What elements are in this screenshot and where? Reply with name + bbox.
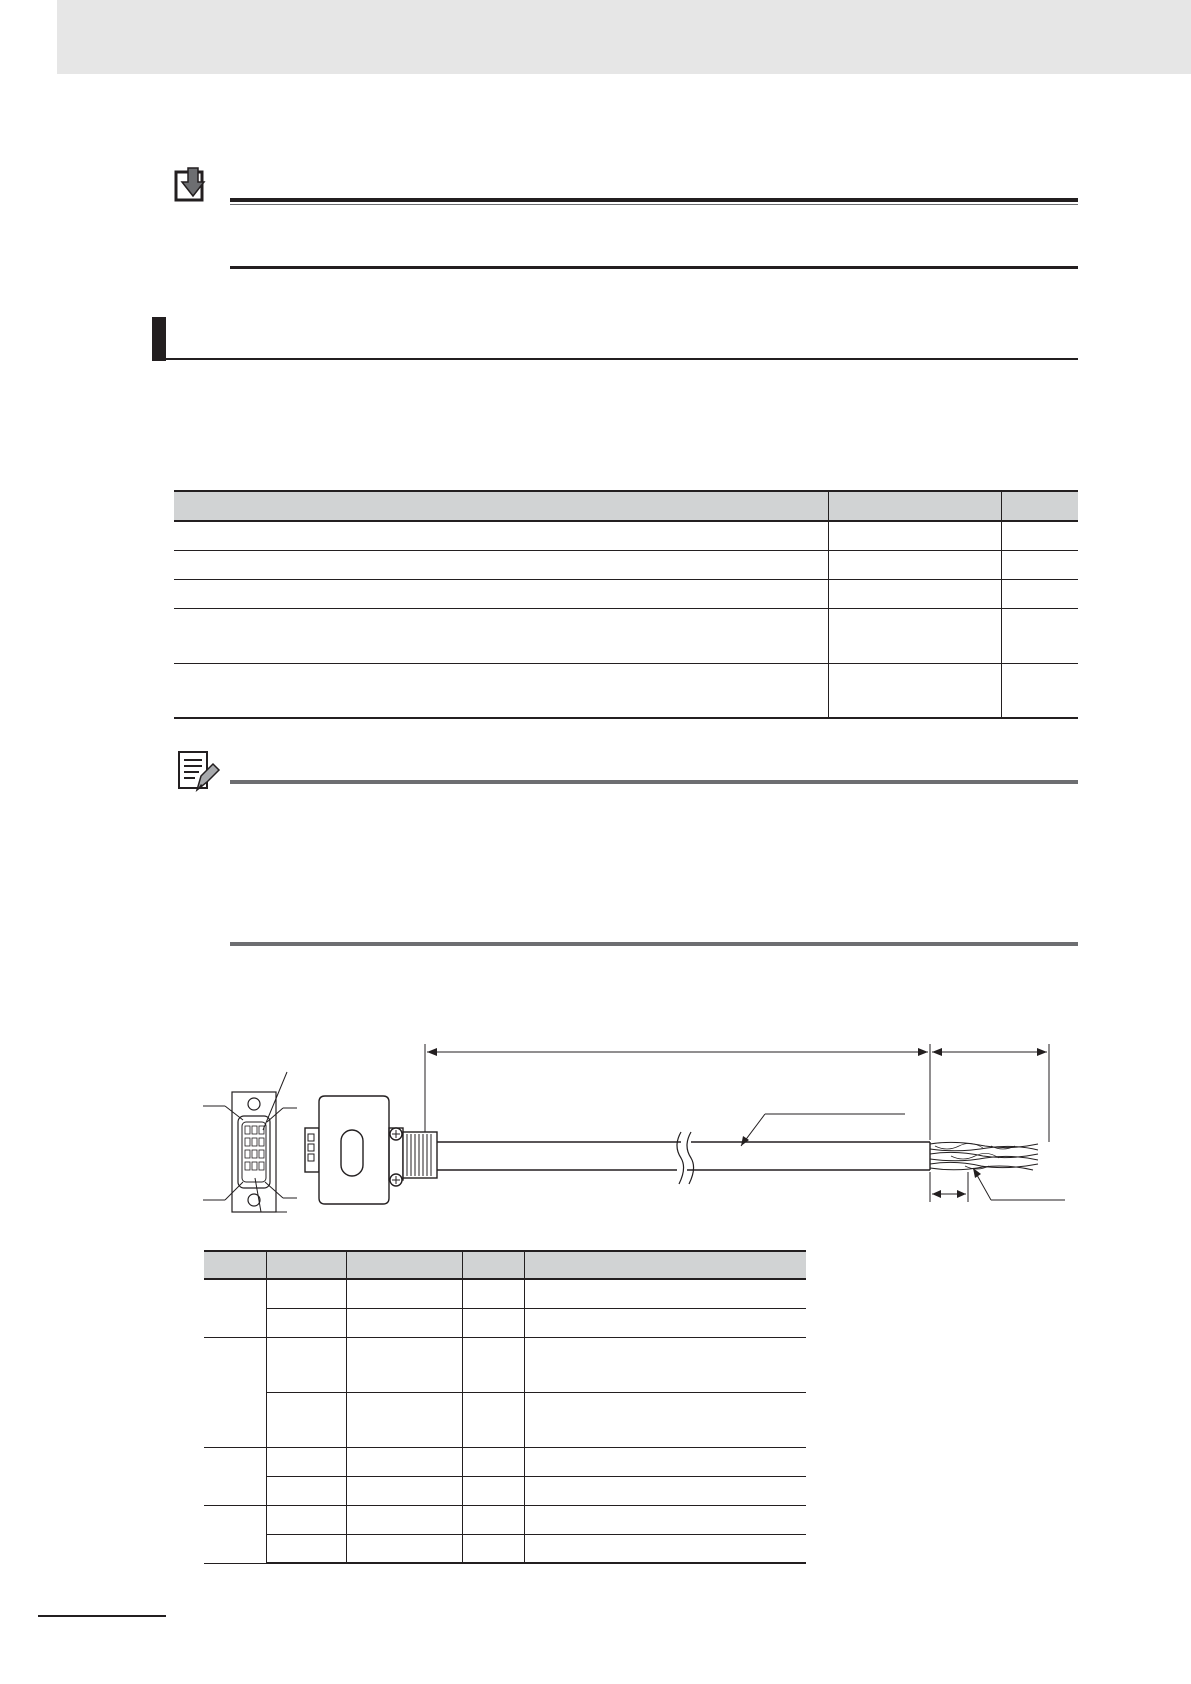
section-heading-marker bbox=[152, 317, 166, 361]
spec-table-header-row bbox=[174, 491, 1078, 521]
table-cell bbox=[1002, 521, 1079, 550]
pin-leader-line bbox=[225, 1182, 243, 1200]
pin-header-cell bbox=[204, 1251, 267, 1279]
table-cell bbox=[463, 1447, 525, 1476]
table-cell bbox=[347, 1505, 463, 1534]
pin-header-cell bbox=[347, 1251, 463, 1279]
table-cell bbox=[174, 579, 829, 608]
table-cell bbox=[1002, 608, 1079, 663]
spec-table bbox=[174, 490, 1078, 719]
table-cell bbox=[525, 1392, 807, 1447]
table-cell bbox=[463, 1337, 525, 1392]
strain-relief-boot bbox=[403, 1132, 437, 1178]
spec-header-cell bbox=[829, 491, 1002, 521]
dimension-lines bbox=[425, 1044, 1049, 1202]
table-row bbox=[204, 1505, 806, 1534]
table-cell bbox=[267, 1308, 347, 1337]
table-cell bbox=[267, 1534, 347, 1563]
table-cell bbox=[174, 663, 829, 718]
spec-header-cell bbox=[1002, 491, 1079, 521]
connector-front-view bbox=[203, 1072, 297, 1212]
table-cell bbox=[267, 1447, 347, 1476]
table-cell bbox=[525, 1505, 807, 1534]
table-cell bbox=[525, 1279, 807, 1308]
table-cell bbox=[347, 1279, 463, 1308]
table-cell bbox=[463, 1505, 525, 1534]
cable-body bbox=[437, 1132, 930, 1184]
table-cell bbox=[347, 1392, 463, 1447]
pin-leader-line bbox=[225, 1106, 243, 1120]
table-row bbox=[204, 1476, 806, 1505]
spec-header-cell bbox=[174, 491, 829, 521]
group-cell bbox=[204, 1279, 267, 1337]
precaution-top-rule bbox=[230, 198, 1078, 202]
precaution-bottom-rule bbox=[230, 266, 1078, 269]
cable-break-mark bbox=[687, 1132, 694, 1184]
table-row bbox=[204, 1534, 806, 1563]
table-cell bbox=[525, 1337, 807, 1392]
table-cell bbox=[1002, 663, 1079, 718]
table-row bbox=[204, 1279, 806, 1308]
table-row bbox=[174, 579, 1078, 608]
table-cell bbox=[347, 1308, 463, 1337]
note-pencil-icon bbox=[177, 750, 221, 794]
section-heading-rule bbox=[152, 358, 1078, 360]
pin-header-cell bbox=[463, 1251, 525, 1279]
table-cell bbox=[267, 1392, 347, 1447]
table-cell bbox=[463, 1476, 525, 1505]
connector-side-view bbox=[305, 1096, 437, 1204]
cable-diagram bbox=[195, 1022, 1075, 1222]
table-cell bbox=[829, 521, 1002, 550]
additional-info-bottom-rule bbox=[230, 942, 1078, 946]
table-cell bbox=[347, 1337, 463, 1392]
table-row bbox=[204, 1337, 806, 1392]
table-row bbox=[174, 608, 1078, 663]
table-row bbox=[174, 521, 1078, 550]
pin-assignment-table bbox=[204, 1250, 806, 1564]
table-cell bbox=[829, 579, 1002, 608]
pin-precaution-icon bbox=[172, 164, 212, 204]
table-cell bbox=[525, 1476, 807, 1505]
pin-header-cell bbox=[267, 1251, 347, 1279]
connector-plug-tip bbox=[305, 1128, 319, 1172]
connector-socket bbox=[238, 1116, 270, 1188]
table-cell bbox=[267, 1337, 347, 1392]
table-cell bbox=[347, 1476, 463, 1505]
table-cell bbox=[267, 1505, 347, 1534]
pin-leader-line bbox=[265, 1182, 283, 1198]
table-cell bbox=[829, 608, 1002, 663]
table-cell bbox=[1002, 579, 1079, 608]
table-cell bbox=[267, 1279, 347, 1308]
table-cell bbox=[347, 1534, 463, 1563]
table-cell bbox=[463, 1279, 525, 1308]
table-cell bbox=[829, 663, 1002, 718]
table-cell bbox=[174, 550, 829, 579]
table-cell bbox=[267, 1476, 347, 1505]
mounting-hole-icon bbox=[248, 1098, 260, 1110]
connector-pin-field bbox=[242, 1122, 266, 1182]
table-row bbox=[204, 1392, 806, 1447]
table-cell bbox=[463, 1308, 525, 1337]
group-cell bbox=[204, 1505, 267, 1563]
connector-hood bbox=[319, 1096, 389, 1204]
cable-break-mark bbox=[677, 1132, 684, 1184]
table-cell bbox=[1002, 550, 1079, 579]
table-cell bbox=[347, 1447, 463, 1476]
precaution-top-thin-rule bbox=[230, 204, 1078, 205]
pin-header-cell bbox=[525, 1251, 807, 1279]
table-cell bbox=[525, 1447, 807, 1476]
table-row bbox=[204, 1447, 806, 1476]
additional-info-top-rule bbox=[230, 780, 1078, 784]
table-cell bbox=[174, 608, 829, 663]
footer-rule bbox=[38, 1615, 166, 1617]
group-cell bbox=[204, 1447, 267, 1505]
table-cell bbox=[829, 550, 1002, 579]
table-cell bbox=[525, 1308, 807, 1337]
pin-leader-line bbox=[263, 1072, 287, 1130]
table-cell bbox=[463, 1392, 525, 1447]
pin-table-header-row bbox=[204, 1251, 806, 1279]
table-row bbox=[204, 1308, 806, 1337]
group-cell bbox=[204, 1337, 267, 1447]
stripped-wire-ends bbox=[930, 1142, 1038, 1170]
table-cell bbox=[174, 521, 829, 550]
table-row bbox=[174, 550, 1078, 579]
page-header-band bbox=[57, 0, 1191, 74]
pin-leader-line bbox=[255, 1178, 261, 1212]
table-cell bbox=[463, 1534, 525, 1563]
boot-ribs bbox=[407, 1134, 431, 1176]
table-cell bbox=[525, 1534, 807, 1563]
connector-pin-grid bbox=[245, 1126, 264, 1170]
table-row bbox=[174, 663, 1078, 718]
